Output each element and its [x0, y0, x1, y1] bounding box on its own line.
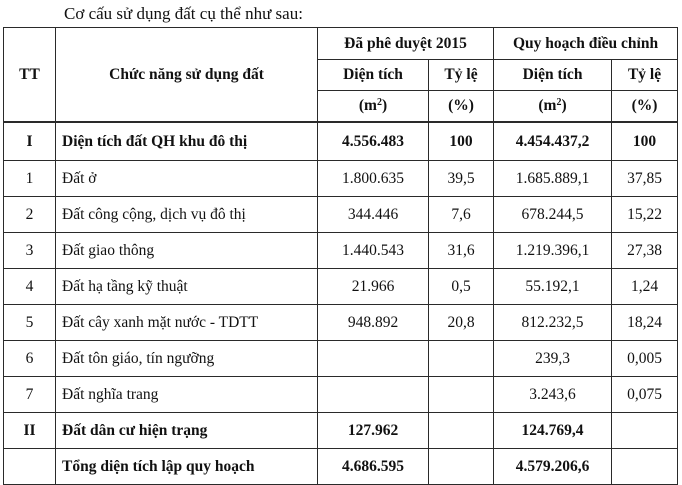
row-ratio-adjusted: 27,38 [612, 233, 678, 269]
row-area-2015: 948.892 [318, 305, 429, 341]
row-ratio-2015: 7,6 [429, 197, 494, 233]
area-unit-2015: $(m^2)$ [318, 91, 429, 123]
row-area-adjusted: 1.685.889,1 [494, 161, 612, 197]
table-row [4, 161, 678, 197]
table-row-total [4, 449, 678, 485]
row-name: Đất ở [56, 161, 318, 197]
row-tt: I [4, 122, 56, 161]
row-ratio-adjusted: 0,005 [612, 341, 678, 377]
row-tt: 2 [4, 197, 56, 233]
header-area-adjusted: Diện tích [494, 60, 612, 91]
row-ratio-adjusted [612, 449, 678, 485]
row-name: Đất cây xanh mặt nước - TDTT [56, 305, 318, 341]
table-row [4, 122, 678, 161]
row-ratio-2015 [429, 449, 494, 485]
row-ratio-2015: 39,5 [429, 161, 494, 197]
row-tt: II [4, 413, 56, 449]
row-tt: 5 [4, 305, 56, 341]
table-row [4, 413, 678, 449]
row-area-2015 [318, 377, 429, 413]
row-area-adjusted: 812.232,5 [494, 305, 612, 341]
row-ratio-2015 [429, 413, 494, 449]
header-approved-2015: Đã phê duyệt 2015 [318, 28, 494, 60]
ratio-unit-2015: (%) [429, 91, 494, 123]
row-area-2015: 4.686.595 [318, 449, 429, 485]
row-name: Đất hạ tầng kỹ thuật [56, 269, 318, 305]
row-name: Đất giao thông [56, 233, 318, 269]
row-tt: 6 [4, 341, 56, 377]
row-ratio-2015: 100 [429, 122, 494, 161]
header-adjusted-plan: Quy hoạch điều chỉnh [494, 28, 678, 60]
row-ratio-adjusted: 0,075 [612, 377, 678, 413]
row-area-adjusted: 4.579.206,6 [494, 449, 612, 485]
row-tt: 4 [4, 269, 56, 305]
intro-text: Cơ cấu sử dụng đất cụ thể như sau: [64, 4, 303, 23]
row-area-adjusted: 4.454.437,2 [494, 122, 612, 161]
row-area-adjusted: 239,3 [494, 341, 612, 377]
header-area-2015: Diện tích [318, 60, 429, 91]
row-ratio-2015 [429, 377, 494, 413]
row-ratio-adjusted: 1,24 [612, 269, 678, 305]
area-unit-adjusted: $(m^2)$ [494, 91, 612, 123]
row-ratio-adjusted [612, 413, 678, 449]
row-ratio-2015: 31,6 [429, 233, 494, 269]
row-tt: 1 [4, 161, 56, 197]
row-area-2015: 1.440.543 [318, 233, 429, 269]
header-ratio-2015: Tỷ lệ [429, 60, 494, 91]
row-area-adjusted: 1.219.396,1 [494, 233, 612, 269]
row-tt [4, 449, 56, 485]
row-area-2015: 127.962 [318, 413, 429, 449]
header-function: Chức năng sử dụng đất [56, 28, 318, 123]
table-row [4, 341, 678, 377]
row-name: Diện tích đất QH khu đô thị [56, 122, 318, 161]
row-name: Đất nghĩa trang [56, 377, 318, 413]
row-ratio-adjusted: 15,22 [612, 197, 678, 233]
row-name: Đất công cộng, dịch vụ đô thị [56, 197, 318, 233]
table-row [4, 233, 678, 269]
ratio-unit-adjusted: (%) [612, 91, 678, 123]
row-name: Tổng diện tích lập quy hoạch [56, 449, 318, 485]
table-row [4, 269, 678, 305]
row-tt: 7 [4, 377, 56, 413]
table-row [4, 377, 678, 413]
row-area-2015: 4.556.483 [318, 122, 429, 161]
row-area-adjusted: 124.769,4 [494, 413, 612, 449]
header-ratio-adjusted: Tỷ lệ [612, 60, 678, 91]
row-area-adjusted: 55.192,1 [494, 269, 612, 305]
row-ratio-2015: 20,8 [429, 305, 494, 341]
row-tt: 3 [4, 233, 56, 269]
header-row-1 [4, 28, 678, 60]
row-area-adjusted: 3.243,6 [494, 377, 612, 413]
header-tt: TT [4, 28, 56, 123]
row-area-2015: 344.446 [318, 197, 429, 233]
row-area-adjusted: 678.244,5 [494, 197, 612, 233]
row-ratio-adjusted: 18,24 [612, 305, 678, 341]
land-use-table [3, 27, 678, 485]
row-name: Đất dân cư hiện trạng [56, 413, 318, 449]
row-name: Đất tôn giáo, tín ngưỡng [56, 341, 318, 377]
row-ratio-adjusted: 37,85 [612, 161, 678, 197]
table-row [4, 197, 678, 233]
row-ratio-adjusted: 100 [612, 122, 678, 161]
row-area-2015: 1.800.635 [318, 161, 429, 197]
table-row [4, 305, 678, 341]
row-area-2015 [318, 341, 429, 377]
row-ratio-2015 [429, 341, 494, 377]
row-area-2015: 21.966 [318, 269, 429, 305]
row-ratio-2015: 0,5 [429, 269, 494, 305]
